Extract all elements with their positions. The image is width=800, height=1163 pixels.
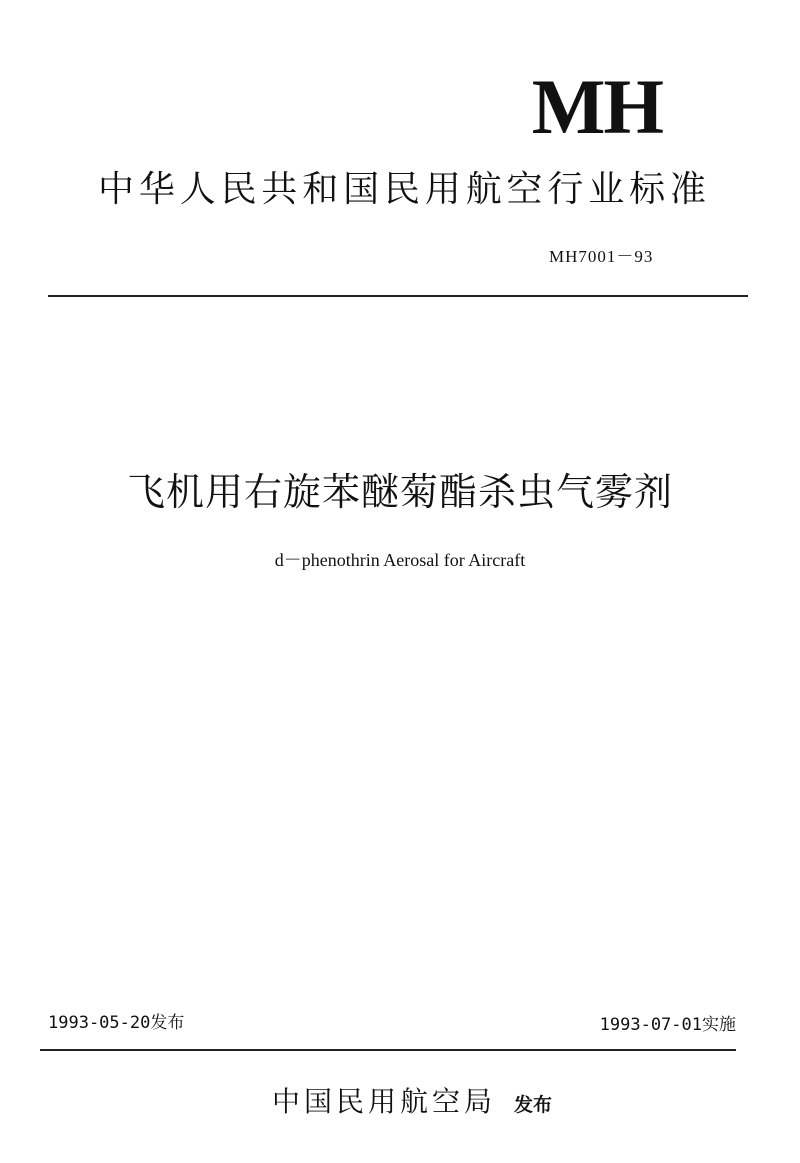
document-title-chinese: 飞机用右旋苯醚菊酯杀虫气雾剂 xyxy=(126,470,673,514)
publisher-name: 中国民用航空局 xyxy=(272,1085,497,1118)
footer-divider xyxy=(40,1049,736,1051)
standard-code-mark: MH xyxy=(531,63,662,150)
standard-category-title: 中华人民共和国民用航空行业标准 xyxy=(98,169,708,210)
publish-label: 发布 xyxy=(514,1094,553,1116)
issue-date: 1993-05-20发布 xyxy=(48,1013,185,1033)
effective-date: 1993-07-01实施 xyxy=(599,1015,736,1035)
standard-number: MH7001－93 xyxy=(549,247,654,266)
document-title-english: d－phenothrin Aerosal for Aircraft xyxy=(274,550,526,570)
header-divider xyxy=(48,295,748,297)
